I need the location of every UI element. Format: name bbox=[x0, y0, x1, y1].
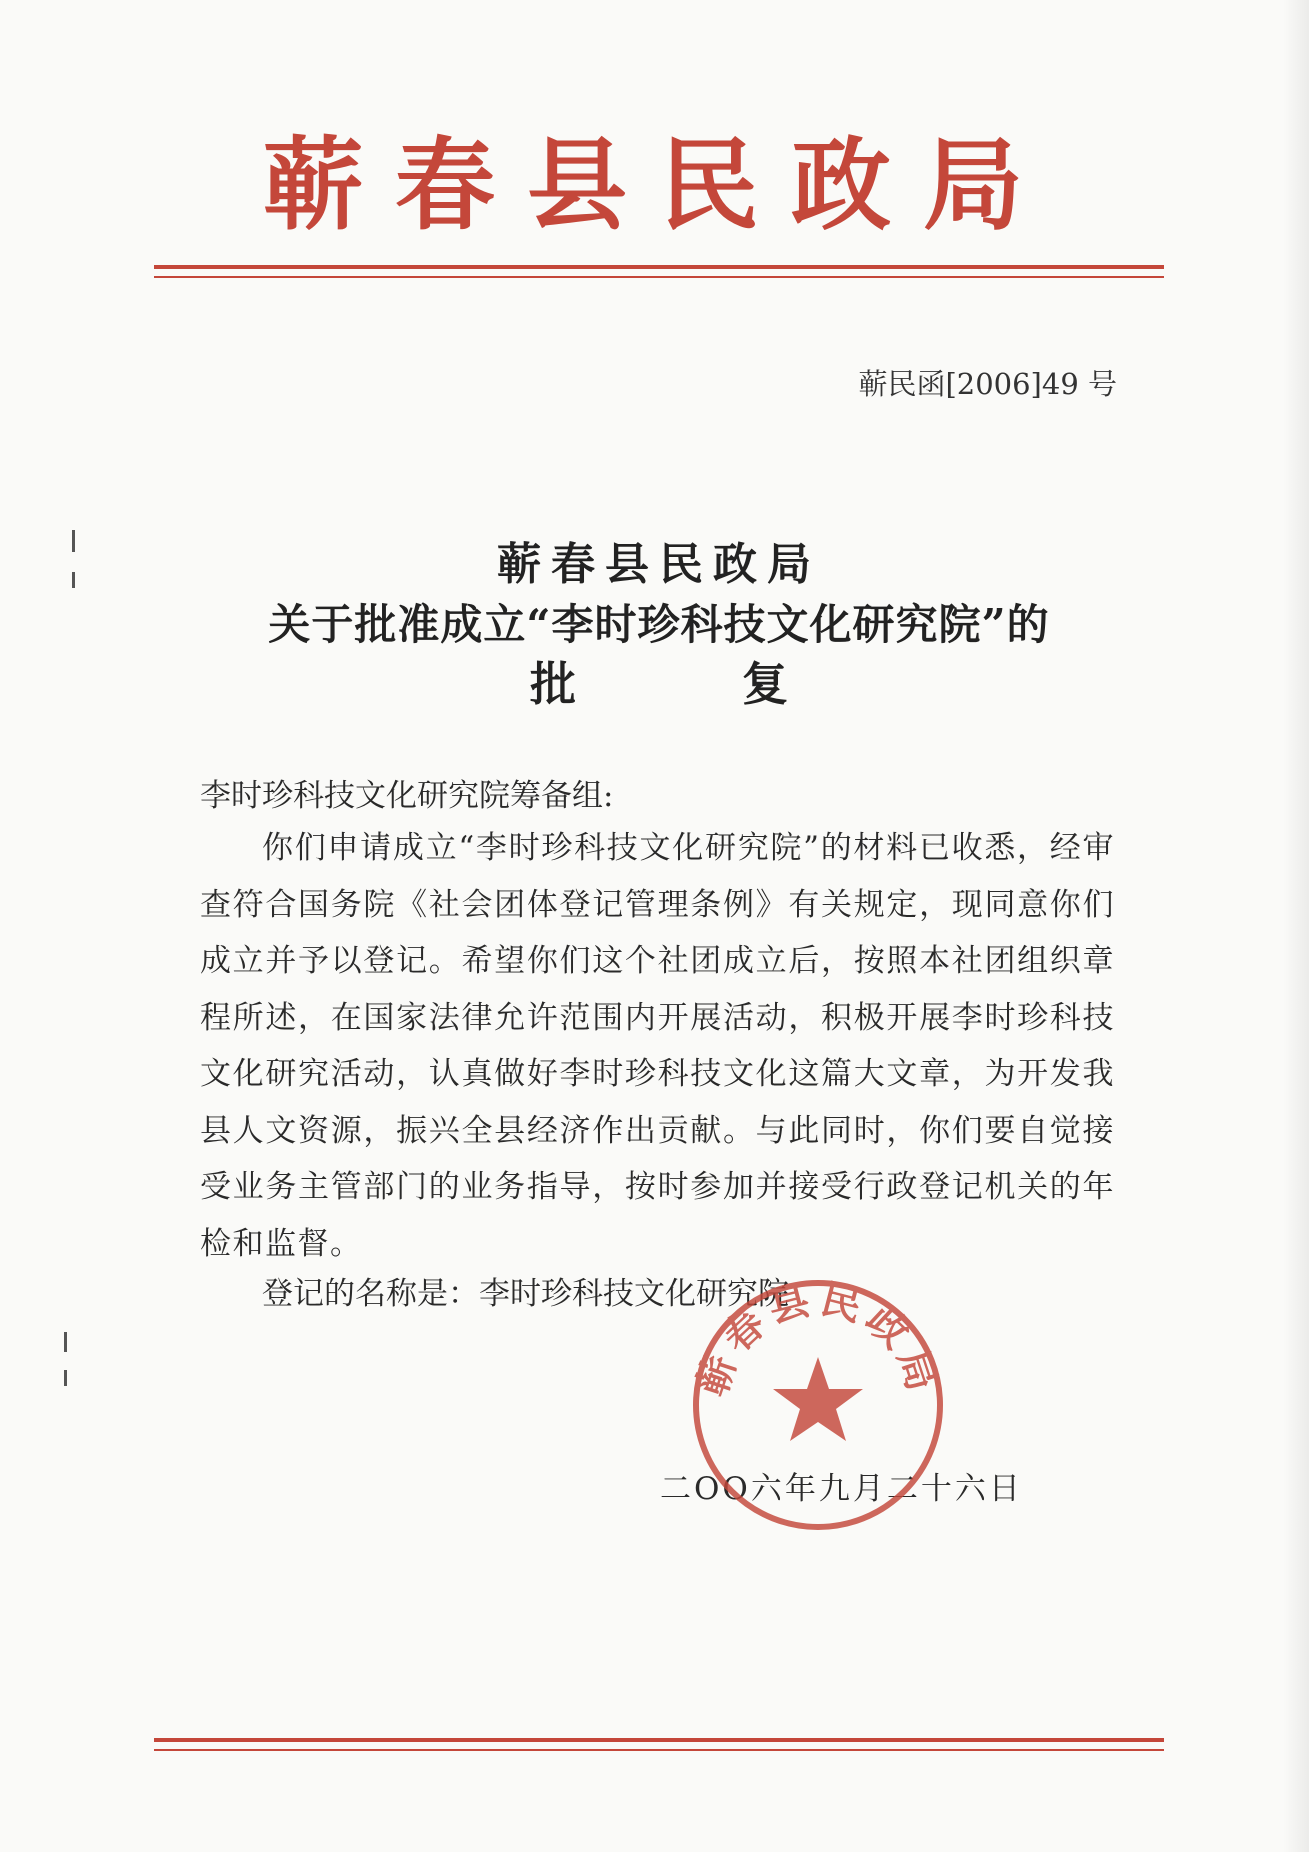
title-line-1: 蕲春县民政局 bbox=[497, 539, 821, 590]
registered-name-line: 登记的名称是：李时珍科技文化研究院 bbox=[262, 1276, 789, 1312]
seal-text: 蕲春县民政局 bbox=[688, 1275, 948, 1403]
issue-date: 二OO六年九月二十六日 bbox=[660, 1471, 1023, 1507]
margin-mark bbox=[72, 530, 75, 552]
title-line-2: 关于批准成立“李时珍科技文化研究院”的 bbox=[268, 600, 1050, 649]
seal-star-icon bbox=[773, 1357, 863, 1441]
letterhead-rule-bottom bbox=[154, 276, 1164, 278]
letterhead-org-name: 蕲春县民政局 bbox=[263, 126, 1055, 244]
footer-rule-bottom bbox=[154, 1749, 1164, 1751]
margin-mark bbox=[72, 572, 75, 588]
salutation: 李时珍科技文化研究院筹备组: bbox=[200, 778, 614, 814]
official-seal-stamp bbox=[688, 1275, 948, 1535]
title-line-3: 批 复 bbox=[529, 657, 788, 711]
margin-mark bbox=[64, 1332, 67, 1352]
document-number: 蕲民函[2006]49 号 bbox=[858, 367, 1117, 401]
letterhead-rule-top bbox=[154, 265, 1164, 269]
margin-mark bbox=[64, 1370, 67, 1386]
footer-rule-top bbox=[154, 1738, 1164, 1742]
page-edge-shadow bbox=[1283, 0, 1309, 1852]
body-paragraph: 你们申请成立“李时珍科技文化研究院”的材料已收悉，经审查符合国务院《社会团体登记管理条例》有关规定，现同意你们成立并予以登记。希望你们这个社团成立后，按照本社团组织章程所述，在国家法律允许范围内开展活动，积极开展李时珍科技文化研究活动，认真做好李时珍科技文化这篇大文章，为开发我县人文资源，振兴全县经济作出贡献。与此同时，你们要自觉接受业务主管部门的业务指导，按时参加并接受行政登记机关的年检和监督。 bbox=[200, 830, 1115, 1262]
